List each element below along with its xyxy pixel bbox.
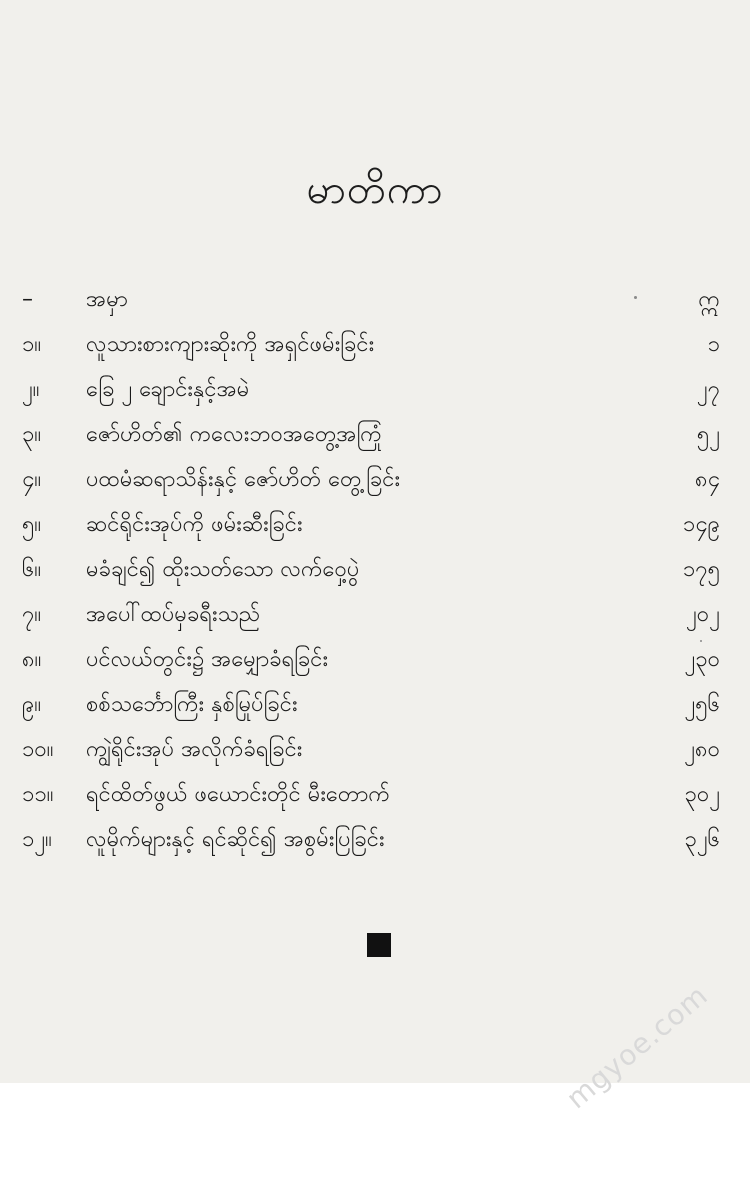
entry-page-number: ၅၂ bbox=[696, 422, 720, 447]
toc-entry bbox=[0, 550, 750, 590]
toc-entry bbox=[0, 280, 750, 320]
page-title: မာတိကာ bbox=[306, 167, 444, 213]
entry-title: လူသားစားကျားဆိုးကို အရှင်ဖမ်းခြင်း bbox=[86, 332, 375, 357]
entry-title: ဆင်ရိုင်းအုပ်ကို ဖမ်းဆီးခြင်း bbox=[86, 512, 303, 537]
toc-entry bbox=[0, 370, 750, 410]
entry-title: ခြေ ၂ ချောင်းနှင့်အမဲ bbox=[86, 377, 250, 402]
entry-title: ပင်လယ်တွင်း၌ အမျှောခံရခြင်း bbox=[86, 647, 329, 672]
entry-page-number: ၂၃၀ bbox=[684, 647, 720, 672]
entry-number: ၄။ bbox=[22, 467, 42, 492]
entry-page-number: ၂၀၂ bbox=[686, 602, 720, 627]
entry-number: ၁၁။ bbox=[22, 782, 54, 807]
end-square-icon bbox=[367, 933, 391, 957]
entry-number: ၃။ bbox=[22, 422, 42, 447]
entry-title: မခံချင်၍ ထိုးသတ်သော လက်ဝှေ့ပွဲ bbox=[86, 557, 360, 582]
entry-number: ၁၀။ bbox=[22, 737, 54, 762]
entry-number: ၇။ bbox=[22, 602, 42, 627]
toc-entry bbox=[0, 460, 750, 500]
toc-entry bbox=[0, 775, 750, 815]
entry-number: ၆။ bbox=[22, 557, 42, 582]
entry-title: လူမိုက်များနှင့် ရင်ဆိုင်၍ အစွမ်းပြခြင်း bbox=[86, 827, 385, 852]
entry-page-number: ၁၄၉ bbox=[682, 512, 720, 537]
toc-entry bbox=[0, 505, 750, 545]
entry-page-number: ၂၈၀ bbox=[684, 737, 720, 762]
entry-page-number: ၃၂၆ bbox=[684, 827, 720, 852]
site-watermark: mgyoe.com bbox=[560, 978, 715, 1116]
entry-title: စစ်သင်္ဘောကြီး နှစ်မြုပ်ခြင်း bbox=[86, 692, 298, 717]
entry-page-number: ၈၄ bbox=[695, 467, 720, 492]
toc-entry bbox=[0, 415, 750, 455]
toc-entry bbox=[0, 685, 750, 725]
entry-title: ပထမံဆရာသိန်းနှင့် ဇော်ဟိတ် တွေ့ခြင်း bbox=[86, 467, 401, 492]
entry-page-number: ၃၀၂ bbox=[684, 782, 720, 807]
entry-number: ၅။ bbox=[22, 512, 42, 537]
entry-title: ဇော်ဟိတ်၏ ကလေးဘဝအတွေ့အကြုံ bbox=[86, 422, 382, 447]
toc-entry bbox=[0, 325, 750, 365]
entry-title: ရင်ထိတ်ဖွယ် ဖယောင်းတိုင် မီးတောက် bbox=[86, 782, 390, 807]
entry-number: ၁၂။ bbox=[22, 827, 52, 852]
toc-entry bbox=[0, 595, 750, 635]
entry-title: အမှာ bbox=[86, 287, 128, 312]
entry-number: – bbox=[22, 287, 33, 312]
entry-page-number: ၁ bbox=[707, 332, 720, 357]
toc-entry bbox=[0, 640, 750, 680]
entry-number: ၉။ bbox=[22, 692, 42, 717]
entry-number: ၈။ bbox=[22, 647, 42, 672]
toc-entry bbox=[0, 820, 750, 860]
entry-page-number: ၂၇ bbox=[696, 377, 720, 402]
entry-page-number: ဣ bbox=[698, 287, 720, 312]
entry-number: ၂။ bbox=[22, 377, 40, 402]
entry-title: အပေါ်ထပ်မှခရီးသည် bbox=[86, 602, 261, 627]
entry-title: ကျွဲရိုင်းအုပ် အလိုက်ခံရခြင်း bbox=[86, 737, 303, 762]
entry-page-number: ၂၅၆ bbox=[684, 692, 720, 717]
toc-entry bbox=[0, 730, 750, 770]
entry-number: ၁။ bbox=[22, 332, 42, 357]
entry-page-number: ၁၇၅ bbox=[682, 557, 720, 582]
